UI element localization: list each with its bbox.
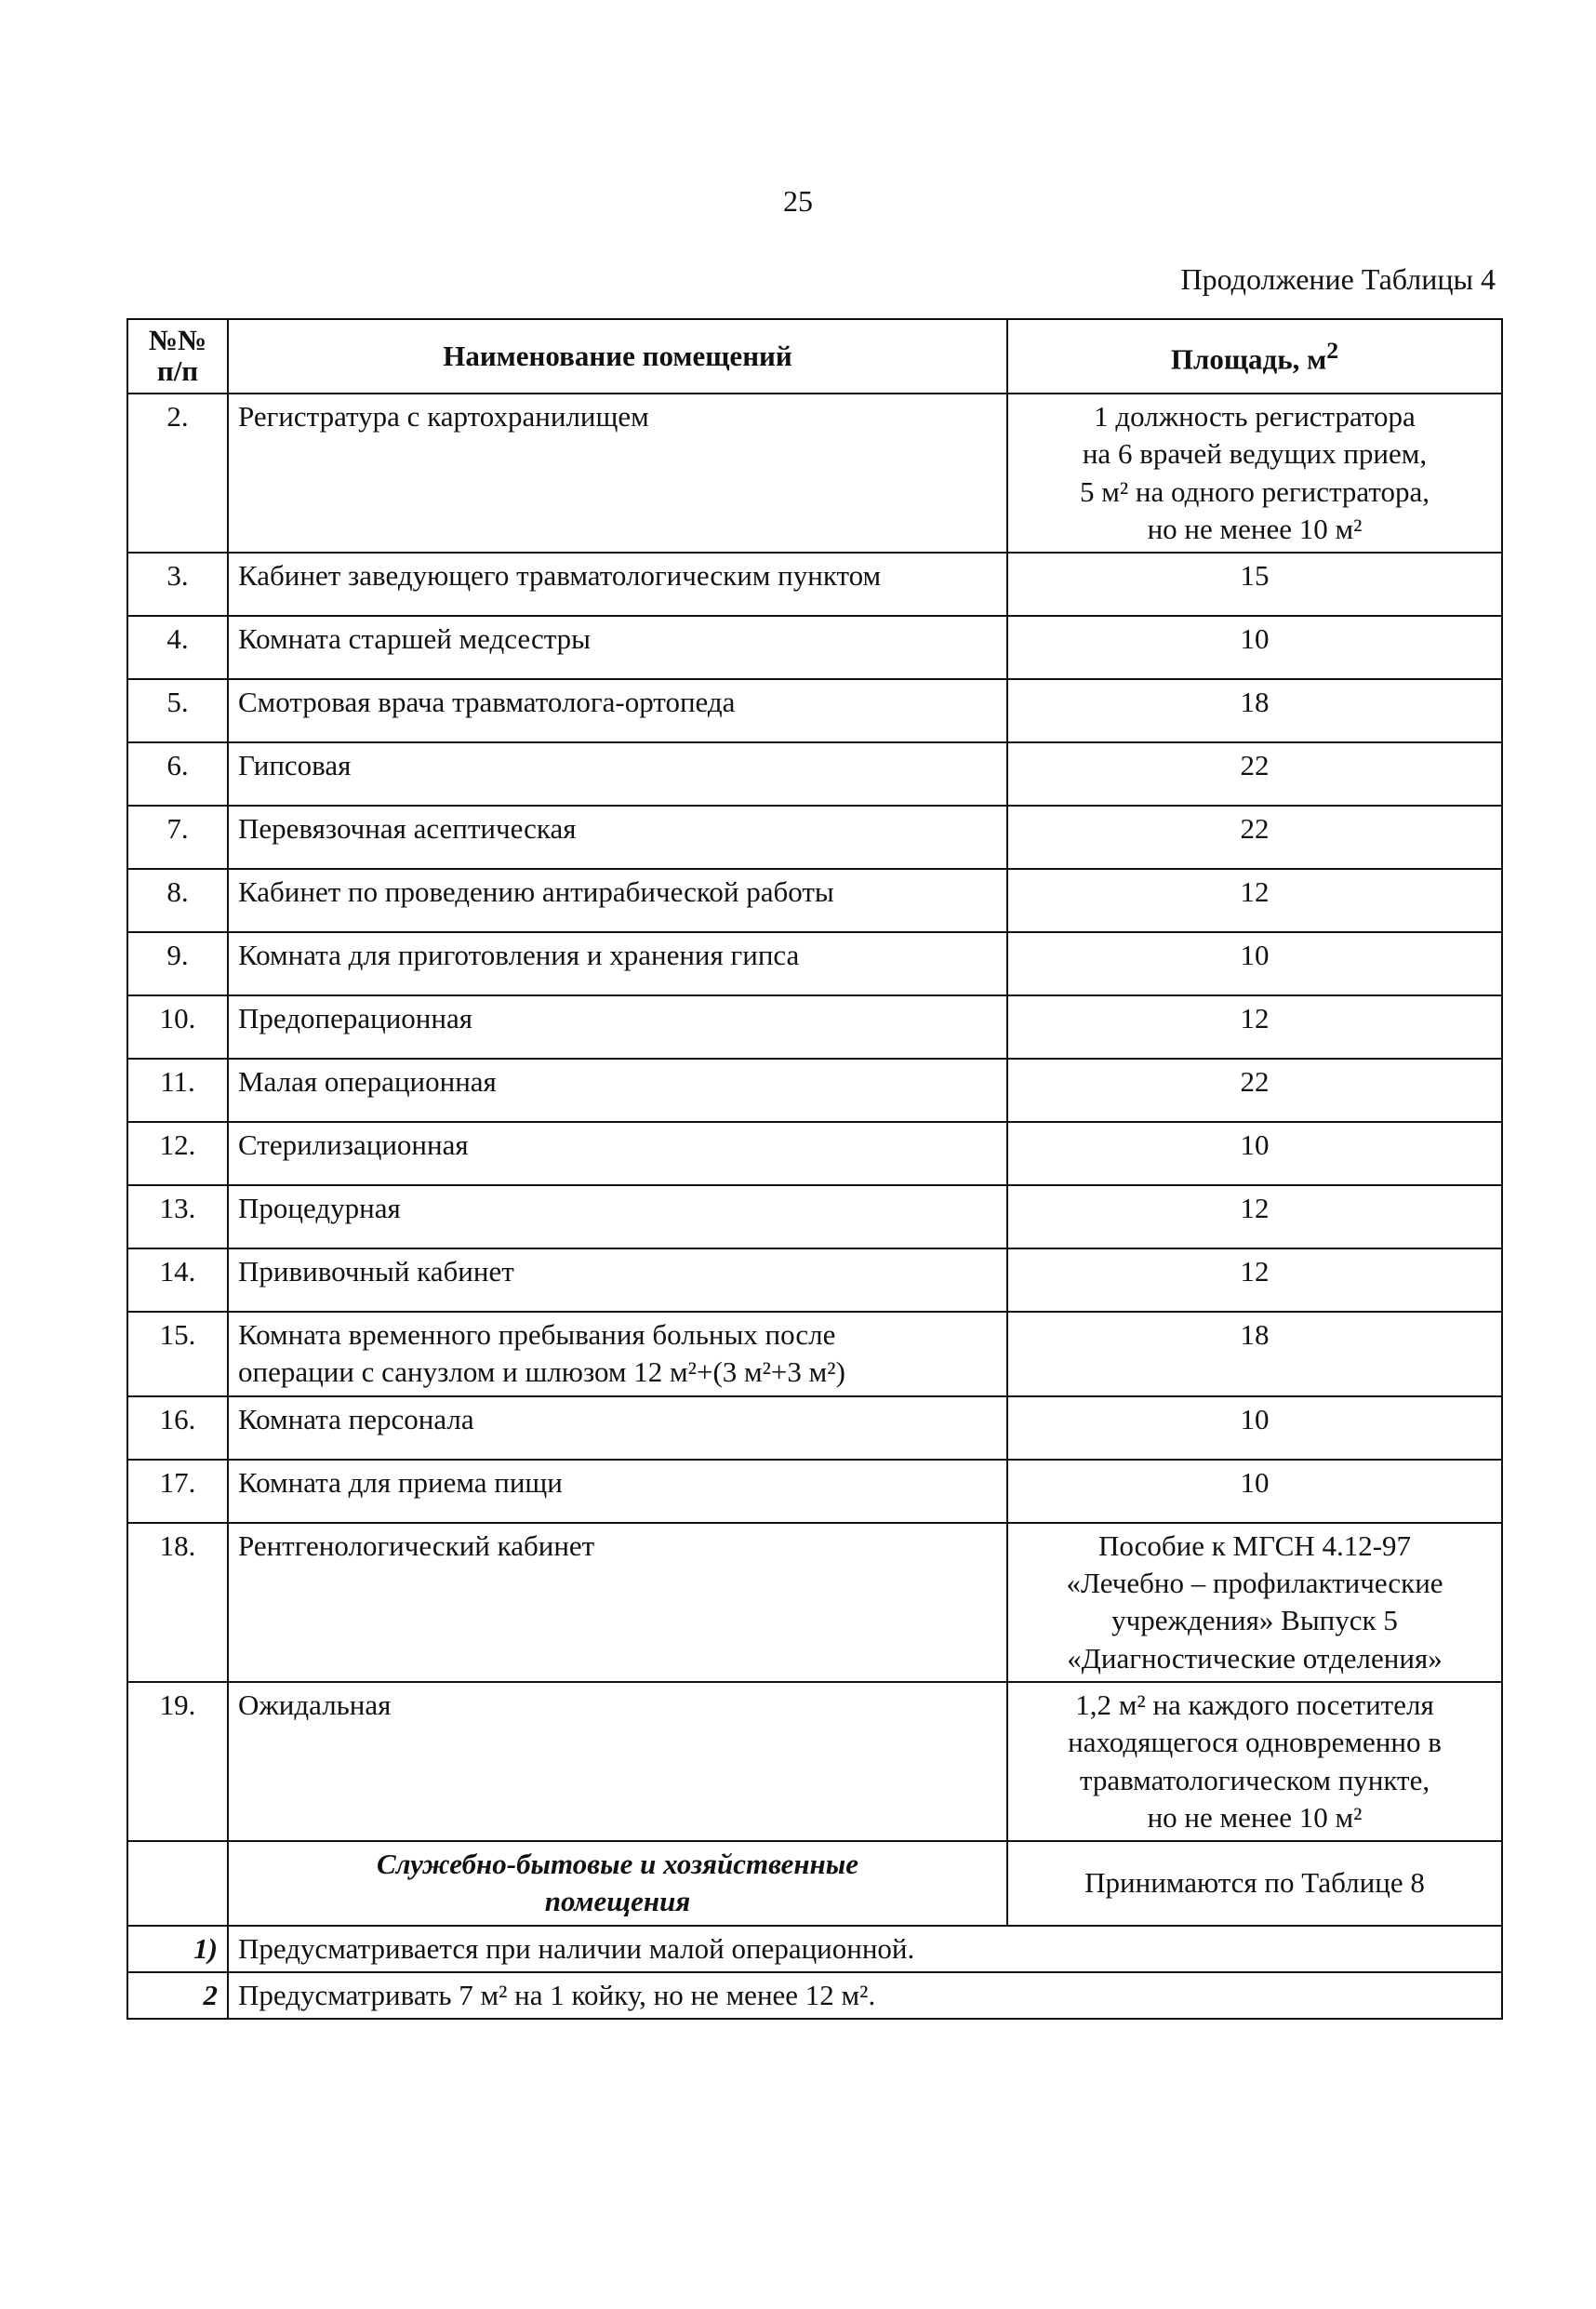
- room-name: Процедурная: [228, 1185, 1007, 1248]
- section-row: [127, 1841, 1502, 1926]
- room-name: Рентгенологический кабинет: [228, 1523, 1007, 1682]
- table-row: [127, 1185, 1502, 1248]
- table-header-row: [127, 319, 1502, 394]
- row-number: 11.: [127, 1059, 228, 1122]
- room-name: Стерилизационная: [228, 1122, 1007, 1185]
- room-area: 12: [1007, 869, 1502, 932]
- room-area-line: но не менее 10 м²: [1147, 1800, 1363, 1834]
- room-area-line: «Лечебно – профилактические: [1066, 1567, 1443, 1600]
- room-name: Кабинет по проведению антирабической работы: [228, 869, 1007, 932]
- row-number: 19.: [127, 1682, 228, 1841]
- room-area: 12: [1007, 1248, 1502, 1312]
- row-number: 18.: [127, 1523, 228, 1682]
- room-area-line: находящегося одновременно в: [1068, 1726, 1442, 1759]
- table-row: [127, 1460, 1502, 1523]
- header-room-name: Наименование помещений: [228, 319, 1007, 394]
- room-name: Малая операционная: [228, 1059, 1007, 1122]
- section-title: [228, 1841, 1007, 1926]
- room-name: Кабинет заведующего травматологическим пунктом: [228, 553, 1007, 616]
- room-area: [1007, 1682, 1502, 1841]
- room-area: 18: [1007, 1312, 1502, 1396]
- room-name: Ожидальная: [228, 1682, 1007, 1841]
- table-row: [127, 932, 1502, 995]
- footnote-mark: 2: [127, 1972, 228, 2019]
- room-name: Регистратура с картохранилищем: [228, 394, 1007, 553]
- row-number: 10.: [127, 995, 228, 1059]
- room-area-line: на 6 врачей ведущих прием,: [1082, 437, 1428, 471]
- room-name-line: Комната временного пребывания больных после: [238, 1318, 836, 1352]
- table-row: [127, 995, 1502, 1059]
- row-number: 6.: [127, 742, 228, 806]
- header-number-line-1: №№: [148, 324, 207, 357]
- room-area: 10: [1007, 1396, 1502, 1460]
- room-area: 10: [1007, 1460, 1502, 1523]
- room-area-line: травматологическом пункте,: [1079, 1763, 1430, 1796]
- table-body: [127, 394, 1502, 2019]
- header-number-line-2: п/п: [156, 354, 199, 387]
- room-area: [1007, 1523, 1502, 1682]
- room-area: 15: [1007, 553, 1502, 616]
- row-number: 7.: [127, 806, 228, 869]
- row-number: 2.: [127, 394, 228, 553]
- room-name: [228, 1312, 1007, 1396]
- room-area-line: 1,2 м² на каждого посетителя: [1075, 1688, 1434, 1721]
- room-area-line: учреждения» Выпуск 5: [1111, 1604, 1398, 1637]
- table-row: [127, 553, 1502, 616]
- row-number: 15.: [127, 1312, 228, 1396]
- room-area: 22: [1007, 806, 1502, 869]
- footnote-row: [127, 1926, 1502, 1972]
- room-area: [1007, 394, 1502, 553]
- room-name: Предоперационная: [228, 995, 1007, 1059]
- table-row: [127, 1122, 1502, 1185]
- room-area-line: но не менее 10 м²: [1147, 512, 1363, 545]
- table-row: [127, 1059, 1502, 1122]
- room-area-line: 1 должность регистратора: [1094, 400, 1416, 433]
- room-name: Перевязочная асептическая: [228, 806, 1007, 869]
- room-name: Комната персонала: [228, 1396, 1007, 1460]
- room-name: Комната старшей медсестры: [228, 616, 1007, 679]
- row-number: 17.: [127, 1460, 228, 1523]
- room-area: 22: [1007, 742, 1502, 806]
- table-row: [127, 869, 1502, 932]
- row-number: 9.: [127, 932, 228, 995]
- table-row: [127, 394, 1502, 553]
- room-name-line: операции с санузлом и шлюзом 12 м²+(3 м²+3 м²): [238, 1355, 845, 1389]
- room-name: Комната для приема пищи: [228, 1460, 1007, 1523]
- footnote-mark: 1): [127, 1926, 228, 1972]
- room-area: 22: [1007, 1059, 1502, 1122]
- rooms-table: [126, 318, 1503, 2020]
- table-row: [127, 806, 1502, 869]
- table-row: [127, 742, 1502, 806]
- row-number: 13.: [127, 1185, 228, 1248]
- room-area: 18: [1007, 679, 1502, 742]
- table-row: [127, 616, 1502, 679]
- room-area: 10: [1007, 1122, 1502, 1185]
- section-area: Принимаются по Таблице 8: [1007, 1841, 1502, 1926]
- header-number: [127, 319, 228, 394]
- footnote-text: Предусматривается при наличии малой операционной.: [228, 1926, 1502, 1972]
- room-area: 12: [1007, 1185, 1502, 1248]
- page-number: 25: [783, 184, 813, 218]
- footnote-text: Предусматривать 7 м² на 1 койку, но не менее 12 м².: [228, 1972, 1502, 2019]
- row-number: 8.: [127, 869, 228, 932]
- section-title-line: Служебно-бытовые и хозяйственные: [376, 1848, 859, 1881]
- table-row: [127, 1396, 1502, 1460]
- room-name: Прививочный кабинет: [228, 1248, 1007, 1312]
- table-continuation-label: Продолжение Таблицы 4: [1180, 262, 1496, 296]
- row-number: 5.: [127, 679, 228, 742]
- room-area-line: 5 м² на одного регистратора,: [1079, 474, 1430, 508]
- section-title-line: помещения: [544, 1885, 691, 1918]
- row-number: 3.: [127, 553, 228, 616]
- room-name: Гипсовая: [228, 742, 1007, 806]
- section-number: [127, 1841, 228, 1926]
- table-row: [127, 679, 1502, 742]
- header-area-sup: 2: [1326, 336, 1339, 364]
- row-number: 4.: [127, 616, 228, 679]
- room-area-line: Пособие к МГСН 4.12-97: [1097, 1528, 1412, 1562]
- row-number: 12.: [127, 1122, 228, 1185]
- table-row: [127, 1312, 1502, 1396]
- header-area: [1007, 319, 1502, 394]
- room-name: Комната для приготовления и хранения гипса: [228, 932, 1007, 995]
- row-number: 16.: [127, 1396, 228, 1460]
- room-area-line: «Диагностические отделения»: [1067, 1641, 1443, 1675]
- room-area: 10: [1007, 932, 1502, 995]
- room-area: 12: [1007, 995, 1502, 1059]
- table-row: [127, 1682, 1502, 1841]
- footnote-row: [127, 1972, 1502, 2019]
- header-area-label: Площадь, м: [1170, 342, 1327, 376]
- row-number: 14.: [127, 1248, 228, 1312]
- table-row: [127, 1523, 1502, 1682]
- room-area: 10: [1007, 616, 1502, 679]
- table-row: [127, 1248, 1502, 1312]
- room-name: Смотровая врача травматолога-ортопеда: [228, 679, 1007, 742]
